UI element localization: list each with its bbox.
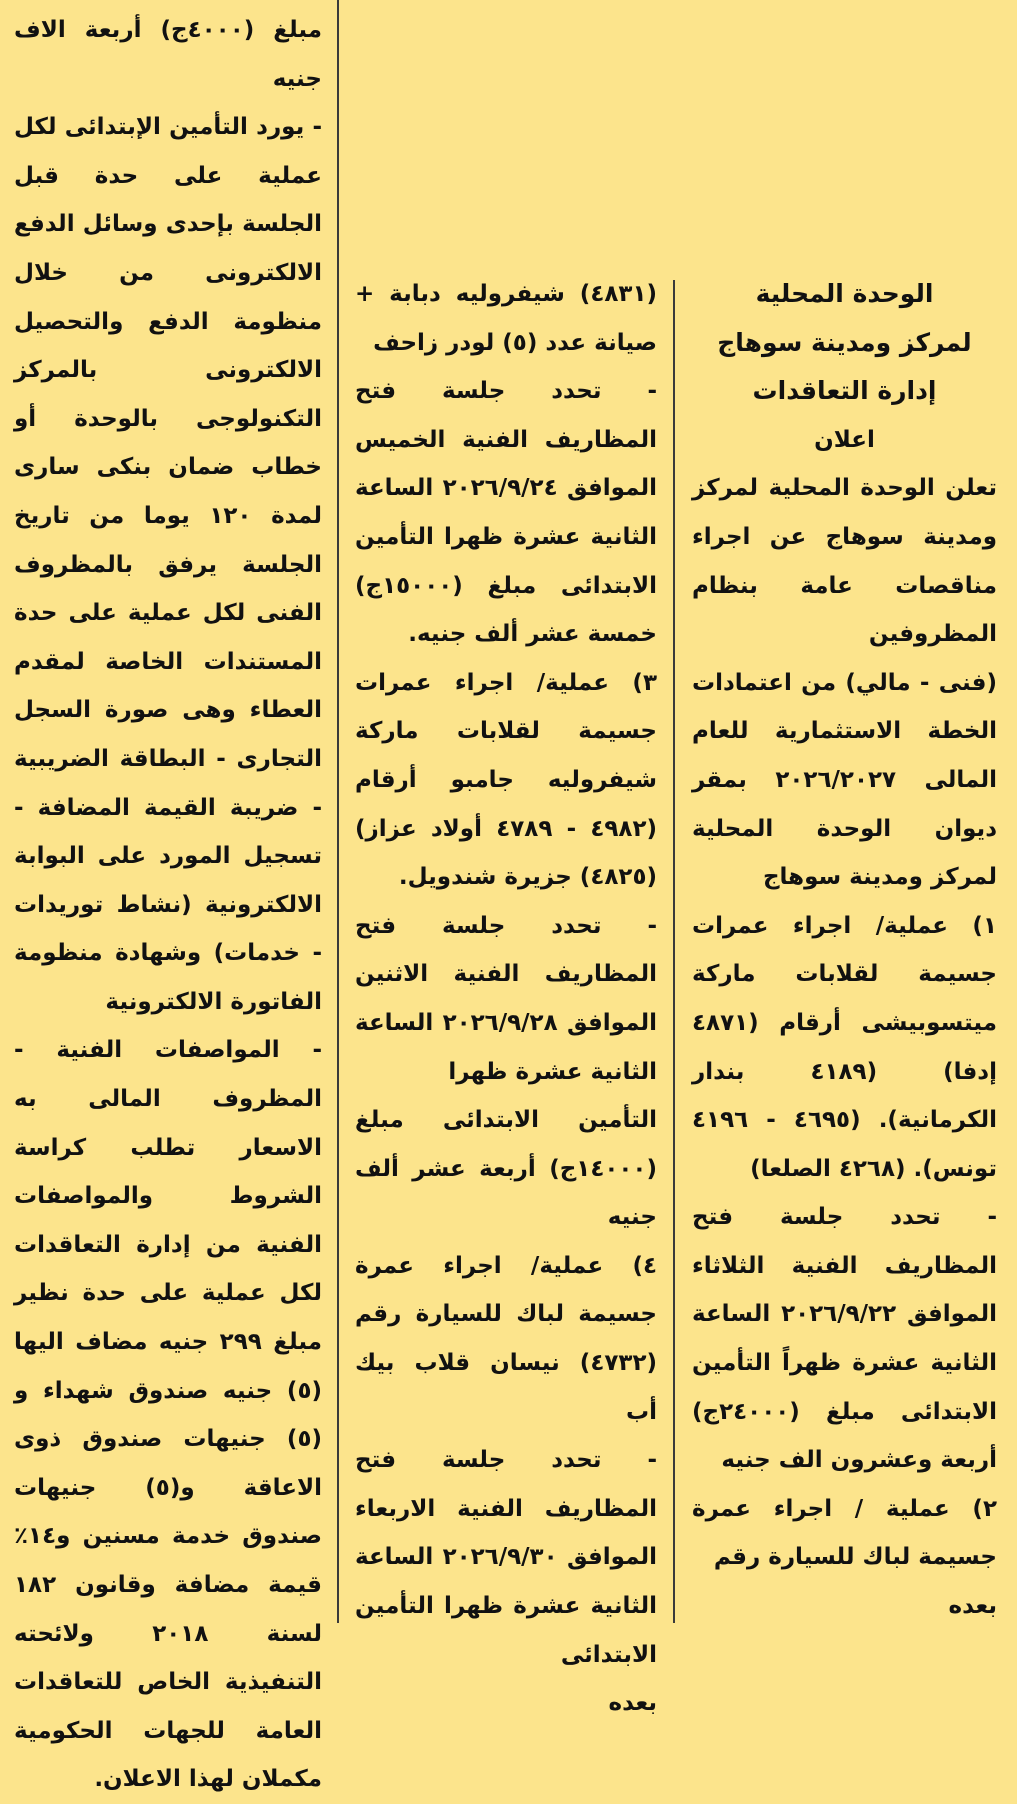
announcement-label: اعلان [814,426,875,453]
paragraph: ١) عملية/ اجراء عمرات جسيمة لقلابات ماركة ميتسوبيشى أرقام (٤٨٧١ إدفا) (٤١٨٩ بندار الكرمانية). (٤٦٩٥ - ٤١٩٦ تونس). (٤٢٦٨ الصلعا) [692,912,997,1182]
paragraph: - تحدد جلسة فتح المظاريف الفنية الاربعاء الموافق ٢٠٢٦/٩/٣٠ الساعة الثانية عشرة ظهرا التأمين الابتدائى [355,1447,658,1668]
column-middle [355,270,657,1728]
column-left [14,6,322,1804]
column-right [692,270,997,1631]
paragraph: تعلن الوحدة المحلية لمركز ومدينة سوهاج عن اجراء مناقصات عامة بنظام المظروفين [692,475,997,648]
column-divider [337,0,339,1623]
paragraph: - المواصفات الفنية - المظروف المالى به الاسعار تطلب كراسة الشروط والمواصفات الفنية من إدارة التعاقدات لكل عملية على حدة نظير مبلغ ٢٩٩ جنيه مضاف اليها (٥) جنيه صندوق شهداء و (٥) جنيهات صندوق ذوى الاعاقة و(٥) جنيهات صندوق خدمة مسنين و١٤٪ قيمة مضافة وقانون ١٨٢ لسنة ٢٠١٨ ولائحته التنفيذية الخاص للتعاقدات العامة للجهات الحكومية مكملان لهذا الاعلان. [14,1037,322,1793]
paragraph: - تحدد جلسة فتح المظاريف الفنية الخميس الموافق ٢٠٢٦/٩/٢٤ الساعة الثانية عشرة ظهرا التأمين الابتدائى مبلغ (١٥٠٠٠ج) خمسة عشر ألف جنيه. [355,378,658,648]
paragraph: (٤٨٣١) شيفروليه دبابة + صيانة عدد (٥) لودر زاحف [355,281,657,356]
paragraph: (فنى - مالي) من اعتمادات الخطة الاستثمارية للعام المالى ٢٠٢٦/٢٠٢٧ بمقر ديوان الوحدة المحلية لمركز ومدينة سوهاج [692,669,997,891]
paragraph: - تحدد جلسة فتح المظاريف الفنية الاثنين الموافق ٢٠٢٦/٩/٢٨ الساعة الثانية عشرة ظهرا [355,912,658,1085]
heading-line: لمركز ومدينة سوهاج [717,327,972,357]
continuation-note: بعده [948,1593,997,1620]
continuation-note: بعده [608,1690,657,1717]
column-divider [673,280,675,1623]
heading-line: الوحدة المحلية [755,279,934,308]
paragraph: ٤) عملية/ اجراء عمرة جسيمة لباك للسيارة رقم (٤٧٣٢) نيسان قلاب بيك أب [355,1252,657,1425]
paragraph: ٣) عملية/ اجراء عمرات جسيمة لقلابات ماركة شيفروليه جامبو أرقام (٤٩٨٢ - ٤٧٨٩ أولاد عزاز) (٤٨٢٥) جزيرة شندويل. [355,669,658,891]
heading-line: إدارة التعاقدات [752,376,937,406]
paragraph: مبلغ (٤٠٠٠ج) أربعة الاف جنيه [14,17,323,92]
paragraph: التأمين الابتدائى مبلغ (١٤٠٠٠ج) أربعة عشر ألف جنيه [355,1107,657,1231]
paragraph: ٢) عملية / اجراء عمرة جسيمة لباك للسيارة رقم [692,1495,997,1571]
paragraph: - يورد التأمين الإبتدائى لكل عملية على حدة قبل الجلسة بإحدى وسائل الدفع الالكترونى من خلال منظومة الدفع والتحصيل الالكترونى بالمركز التكنولوجى بالوحدة أو خطاب ضمان بنكى سارى لمدة ١٢٠ يوما من تاريخ الجلسة يرفق بالمظروف الفنى لكل عملية على حدة المستندات الخاصة لمقدم العطاء وهى صورة السجل التجارى - البطاقة الضريبية - ضريبة القيمة المضافة - تسجيل المورد على البوابة الالكترونية (نشاط توريدات - خدمات) وشهادة منظومة الفاتورة الالكترونية [14,114,322,1015]
paragraph: - تحدد جلسة فتح المظاريف الفنية الثلاثاء الموافق ٢٠٢٦/٩/٢٢ الساعة الثانية عشرة ظهراً التأمين الابتدائى مبلغ (٢٤٠٠٠ج) أربعة وعشرون الف جنيه [692,1204,998,1474]
